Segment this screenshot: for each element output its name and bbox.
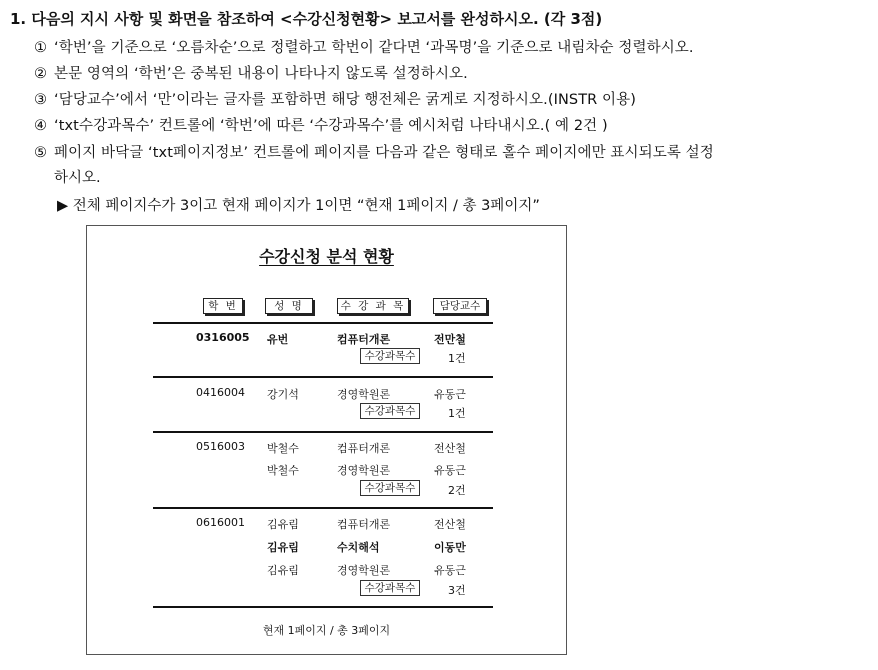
- instruction-text: ‘학번’을 기준으로 ‘오름차순’으로 정렬하고 학번이 같다면 ‘과목명’을 기준으로 내림차순 정렬하시오.: [54, 40, 694, 56]
- student-id: 0516003: [196, 440, 245, 453]
- professor-name: 이동만: [434, 541, 466, 554]
- group-divider: [153, 376, 493, 378]
- subject-name: 컴퓨터개론: [337, 442, 391, 455]
- group-divider: [153, 606, 493, 608]
- group-divider: [153, 431, 493, 433]
- report-preview: [86, 225, 567, 655]
- subject-name: 경영학원론: [337, 564, 391, 577]
- header-subject: 수 강 과 목: [337, 298, 409, 314]
- student-name: 김유림: [267, 541, 299, 554]
- count-label-box: 수강과목수: [360, 403, 420, 419]
- subject-name: 수치해석: [337, 541, 380, 554]
- student-name: 박철수: [267, 464, 299, 477]
- course-count: 1건: [448, 407, 466, 420]
- student-name: 유번: [267, 333, 289, 346]
- student-id: 0616001: [196, 516, 245, 529]
- instruction-4: [34, 114, 608, 135]
- header-divider: [153, 322, 493, 324]
- instruction-number: ⑤: [34, 145, 48, 161]
- page-info-footer: 현재 1페이지 / 총 3페이지: [262, 624, 391, 637]
- student-name: 김유림: [267, 564, 299, 577]
- subject-name: 컴퓨터개론: [337, 518, 391, 531]
- instruction-5: [34, 141, 714, 162]
- student-name: 강기석: [267, 388, 299, 401]
- instruction-2: [34, 62, 468, 83]
- professor-name: 유동근: [434, 564, 466, 577]
- report-title: 수강신청 분석 현황: [259, 247, 394, 266]
- student-name: 김유림: [267, 518, 299, 531]
- professor-name: 유동근: [434, 388, 466, 401]
- subject-name: 경영학원론: [337, 388, 391, 401]
- subject-name: 경영학원론: [337, 464, 391, 477]
- instruction-text: 본문 영역의 ‘학번’은 중복된 내용이 나타나지 않도록 설정하시오.: [54, 66, 468, 82]
- professor-name: 전산철: [434, 518, 466, 531]
- page-info-example: ▶ 전체 페이지수가 3이고 현재 페이지가 1이면 “현재 1페이지 / 총 3페이지”: [57, 198, 540, 214]
- instruction-text: ‘담당교수’에서 ‘만’이라는 글자를 포함하면 해당 행전체은 굵게로 지정하시오.(INSTR 이용): [54, 92, 637, 108]
- subject-name: 컴퓨터개론: [337, 333, 391, 346]
- professor-name: 전산철: [434, 442, 466, 455]
- course-count: 1건: [448, 352, 466, 365]
- header-student-id: 학 번: [203, 298, 243, 314]
- instruction-5-continuation: 하시오.: [54, 170, 101, 186]
- course-count: 3건: [448, 584, 466, 597]
- header-professor: 담당교수: [433, 298, 487, 314]
- student-name: 박철수: [267, 442, 299, 455]
- professor-name: 유동근: [434, 464, 466, 477]
- question-title: 1. 다음의 지시 사항 및 화면을 참조하여 <수강신청현황> 보고서를 완성하시오. (각 3점): [10, 10, 603, 28]
- count-label-box: 수강과목수: [360, 348, 420, 364]
- instruction-number: ③: [34, 92, 48, 108]
- count-label-box: 수강과목수: [360, 480, 420, 496]
- header-name: 성 명: [265, 298, 313, 314]
- instruction-text: ‘txt수강과목수’ 컨트롤에 ‘학번’에 따른 ‘수강과목수’를 예시처럼 나타내시오.( 예 2건 ): [54, 118, 608, 134]
- student-id: 0316005: [196, 331, 250, 344]
- instruction-text: 페이지 바닥글 ‘txt페이지정보’ 컨트롤에 페이지를 다음과 같은 형태로 홀수 페이지에만 표시되도록 설정: [54, 145, 714, 161]
- professor-name: 전만철: [434, 333, 466, 346]
- count-label-box: 수강과목수: [360, 580, 420, 596]
- instruction-number: ②: [34, 66, 48, 82]
- instruction-3: [34, 88, 636, 109]
- instruction-number: ④: [34, 118, 48, 134]
- instruction-1: [34, 36, 694, 57]
- instruction-number: ①: [34, 40, 48, 56]
- student-id: 0416004: [196, 386, 245, 399]
- group-divider: [153, 507, 493, 509]
- course-count: 2건: [448, 484, 466, 497]
